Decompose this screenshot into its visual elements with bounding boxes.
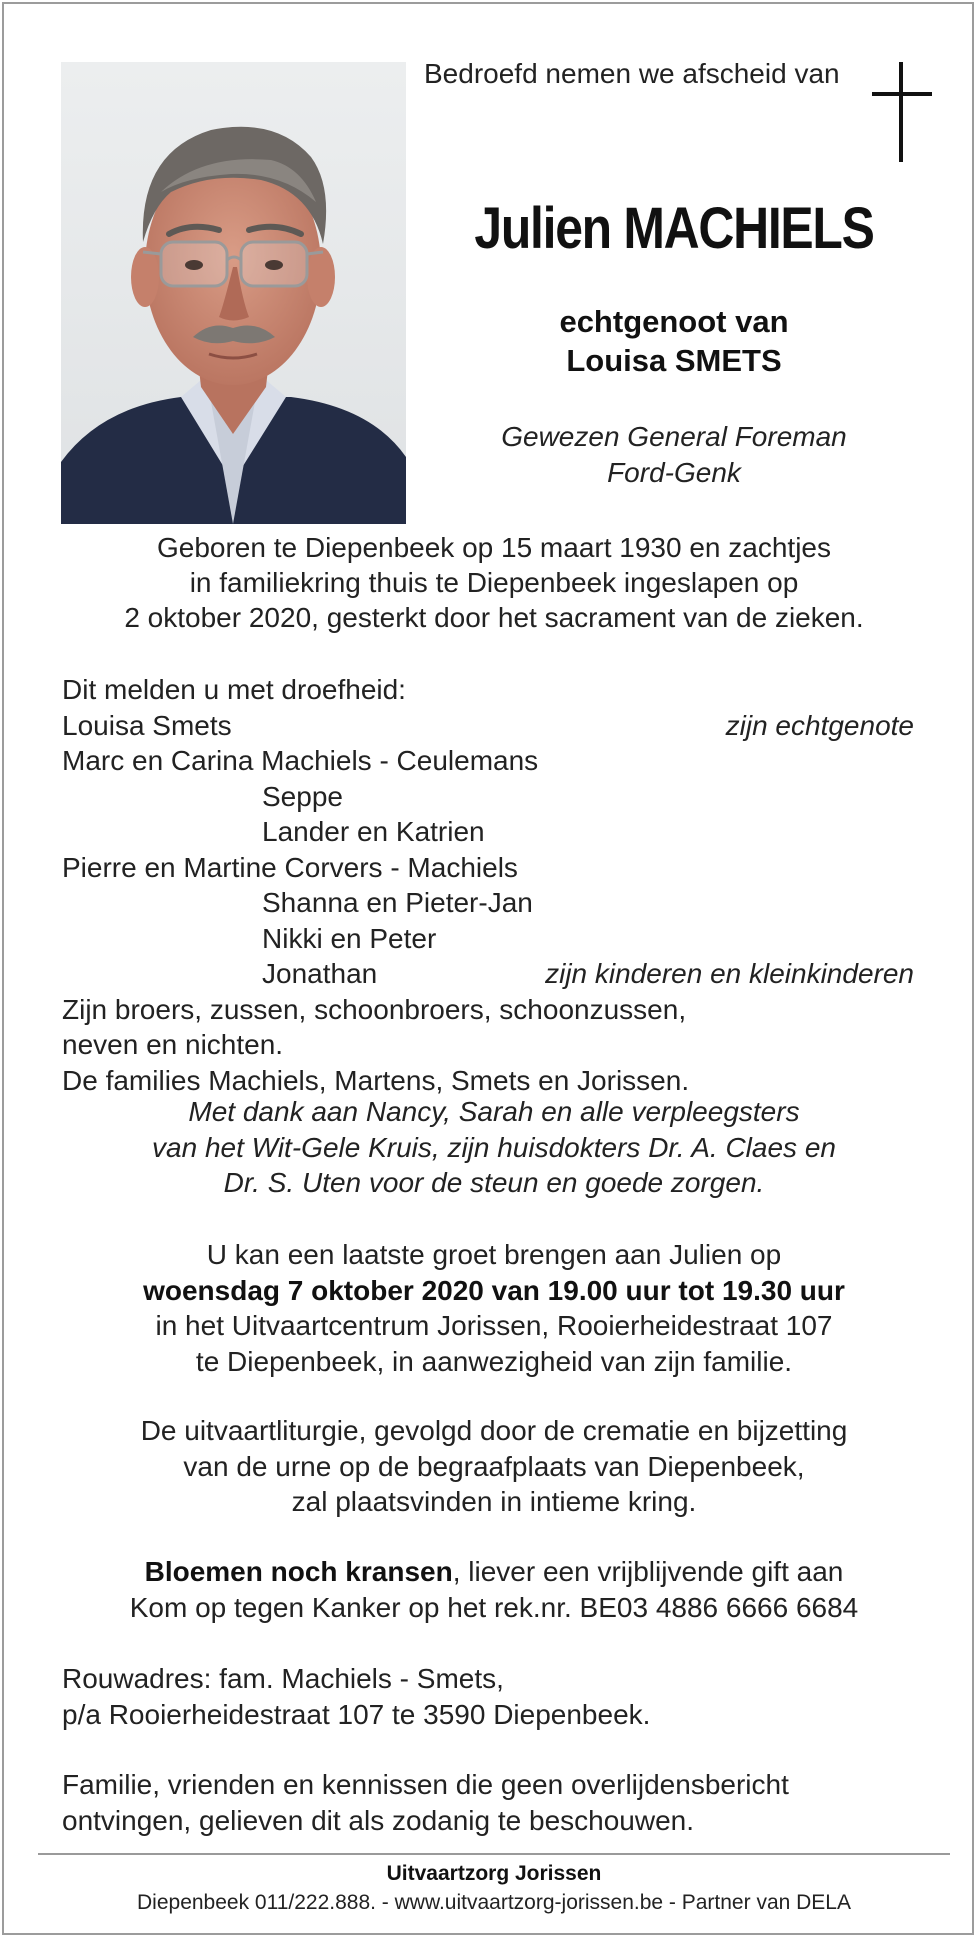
mourner-relation: zijn echtgenote <box>725 709 914 741</box>
flowers-bold: Bloemen noch kransen <box>144 1556 453 1587</box>
liturgy-line: zal plaatsvinden in intieme kring. <box>291 1486 697 1517</box>
birth-line: Geboren te Diepenbeek op 15 maart 1930 en zachtjes <box>156 532 831 563</box>
mourner-row <box>62 814 914 850</box>
visitation-line: in het Uitvaartcentrum Jorissen, Rooierheidestraat 107 <box>155 1310 833 1341</box>
spouse-block <box>474 302 874 380</box>
address-line: p/a Rooierheidestraat 107 te 3590 Diepenbeek. <box>62 1699 651 1730</box>
spouse-name: Louisa SMETS <box>566 343 782 378</box>
siblings-line: Zijn broers, zussen, schoonbroers, schoonzussen, <box>62 993 687 1025</box>
liturgy-line: van de urne op de begraafplaats van Diepenbeek, <box>183 1450 805 1482</box>
mourner-name: Nikki en Peter <box>262 922 437 954</box>
mourners-list <box>62 672 914 1098</box>
mourning-address <box>62 1661 922 1733</box>
flowers-text <box>44 1554 944 1625</box>
address-line: Rouwadres: fam. Machiels - Smets, <box>62 1663 504 1694</box>
mourner-row <box>62 921 914 957</box>
thanks-line: Dr. S. Uten voor de steun en goede zorgen. <box>223 1167 765 1198</box>
visitation-line: te Diepenbeek, in aanwezigheid van zijn familie. <box>195 1345 793 1377</box>
cross-icon <box>872 62 932 162</box>
thanks-line: van het Wit-Gele Kruis, zijn huisdokters Dr. A. Claes en <box>152 1131 836 1163</box>
intro-text: Bedroefd nemen we afscheid van <box>424 58 840 89</box>
visitation-datetime: woensdag 7 oktober 2020 van 19.00 uur tot 19.30 uur <box>143 1274 845 1306</box>
deceased-name: Julien MACHIELS <box>474 196 874 261</box>
mourner-row <box>62 743 914 779</box>
mourner-row <box>62 885 914 921</box>
birth-line: in familiekring thuis te Diepenbeek ingeslapen op <box>189 567 799 598</box>
mourner-name: Louisa Smets <box>62 709 232 741</box>
portrait-illustration <box>61 62 406 524</box>
occupation-company: Ford-Genk <box>607 457 741 488</box>
liturgy-line: De uitvaartliturgie, gevolgd door de crematie en bijzetting <box>140 1415 848 1446</box>
spouse-label: echtgenoot van <box>559 304 789 339</box>
portrait-photo <box>61 62 406 524</box>
siblings-line: neven en nichten. <box>62 1029 284 1060</box>
visitation-line: U kan een laatste groet brengen aan Julien op <box>206 1239 782 1270</box>
mourner-name: Shanna en Pieter-Jan <box>262 887 533 918</box>
notice-line: ontvingen, gelieven dit als zodanig te beschouwen. <box>62 1805 694 1836</box>
footer-divider <box>38 1853 950 1855</box>
families-line: De families Machiels, Martens, Smets en Jorissen. <box>62 1064 690 1096</box>
mourners-intro: Dit melden u met droefheid: <box>62 674 406 705</box>
mourner-row <box>62 850 914 886</box>
birth-death-text <box>44 530 944 635</box>
mourner-name: Marc en Carina Machiels - Ceulemans <box>62 745 539 776</box>
thanks-text <box>44 1094 944 1201</box>
mourner-relation: zijn kinderen en kleinkinderen <box>545 958 914 989</box>
mourner-name: Jonathan <box>262 958 378 989</box>
occupation-block <box>474 419 874 491</box>
mourner-row <box>62 708 914 744</box>
visitation-text <box>44 1237 944 1379</box>
mourner-row <box>62 956 914 992</box>
mourner-name: Seppe <box>262 780 343 812</box>
obituary-card <box>2 2 974 1935</box>
flowers-line <box>44 1554 944 1590</box>
mourner-name: Pierre en Martine Corvers - Machiels <box>62 851 518 883</box>
thanks-line: Met dank aan Nancy, Sarah en alle verpleegsters <box>188 1096 800 1127</box>
birth-line: 2 oktober 2020, gesterkt door het sacrament van de zieken. <box>124 602 864 633</box>
mourner-name: Lander en Katrien <box>262 816 485 847</box>
flowers-rest: , liever een vrijblijvende gift aan <box>452 1556 844 1587</box>
occupation-title: Gewezen General Foreman <box>501 421 847 452</box>
notice-line: Familie, vrienden en kennissen die geen overlijdensbericht <box>62 1769 789 1800</box>
funeral-home-name: Uitvaartzorg Jorissen <box>386 1862 602 1885</box>
funeral-home-contact: Diepenbeek 011/222.888. - www.uitvaartzorg-jorissen.be - Partner van DELA <box>137 1891 851 1914</box>
donation-account-line: Kom op tegen Kanker op het rek.nr. BE03 4886 6666 6684 <box>129 1591 859 1623</box>
mourner-row <box>62 779 914 815</box>
notice-text <box>62 1767 922 1839</box>
liturgy-text <box>44 1413 944 1520</box>
